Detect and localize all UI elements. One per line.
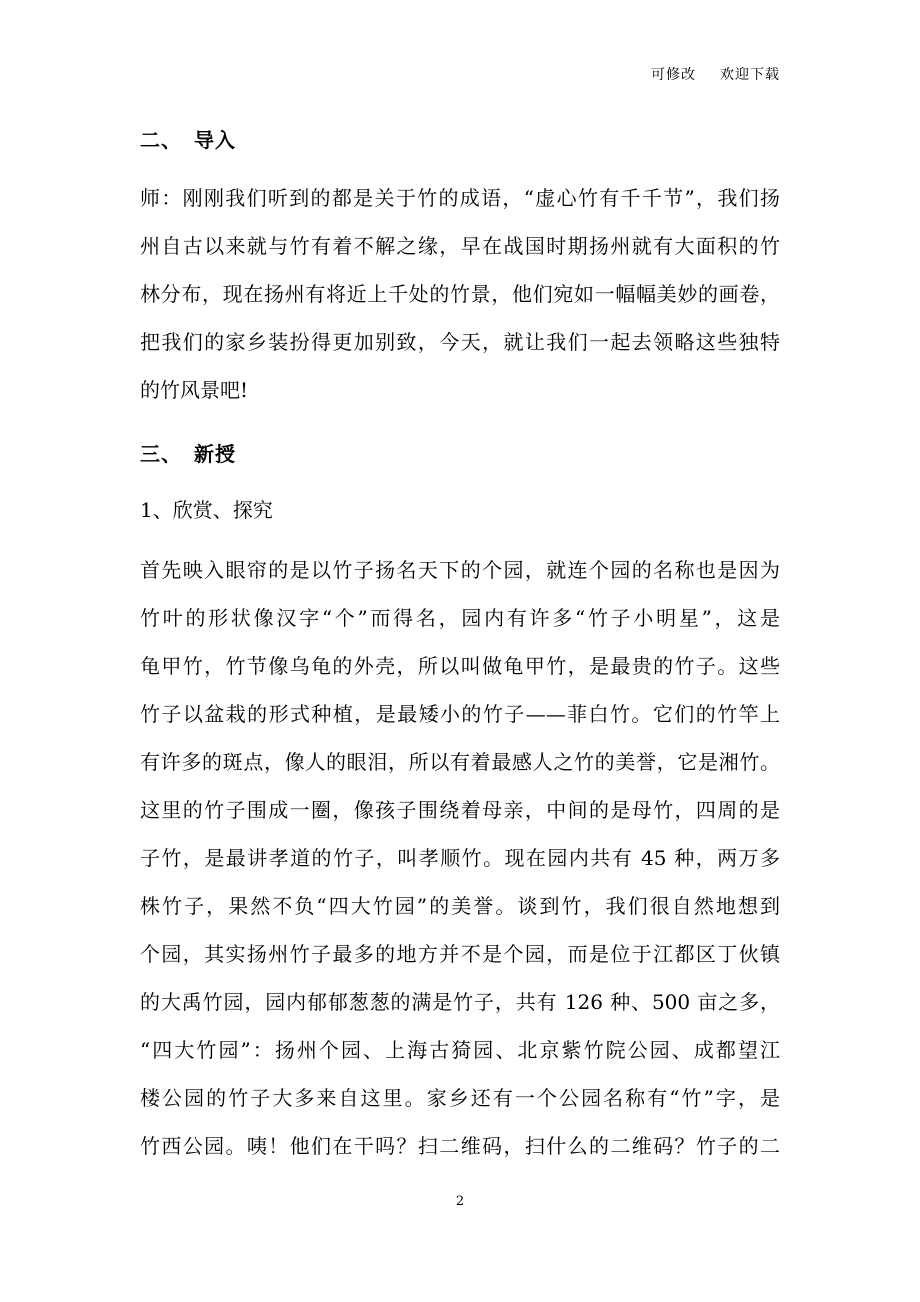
intro-line: 州自古以来就与竹有着不解之缘，早在战国时期扬州就有大面积的竹	[140, 234, 780, 258]
section-number: 二、	[140, 128, 182, 152]
subheading: 1、欣赏、探究	[140, 498, 273, 522]
section-title: 新授	[194, 442, 236, 466]
body-line: 竹子以盆栽的形式种植，是最矮小的竹子——菲白竹。它们的竹竿上	[140, 702, 780, 726]
section-title: 导入	[194, 128, 236, 152]
body-line: 个园，其实扬州竹子最多的地方并不是个园，而是位于江都区丁伙镇	[140, 942, 780, 966]
body-line: 楼公园的竹子大多来自这里。家乡还有一个公园名称有“竹”字，是	[140, 1086, 780, 1110]
section-heading-intro	[140, 124, 236, 153]
header-editable-label: 可修改	[651, 67, 696, 83]
body-line: 的大禹竹园，园内郁郁葱葱的满是竹子，共有 126 种、500 亩之多，	[140, 990, 780, 1014]
intro-line: 把我们的家乡装扮得更加别致，今天，就让我们一起去领略这些独特	[140, 330, 780, 354]
page-header	[651, 64, 780, 84]
body-line: 这里的竹子围成一圈，像孩子围绕着母亲，中间的是母竹，四周的是	[140, 798, 780, 822]
body-line: 株竹子，果然不负“四大竹园”的美誉。谈到竹，我们很自然地想到	[140, 894, 780, 918]
page-number: 2	[455, 1194, 465, 1209]
body-line: 有许多的斑点，像人的眼泪，所以有着最感人之竹的美誉，它是湘竹。	[140, 750, 780, 774]
body-line: 子竹，是最讲孝道的竹子，叫孝顺竹。现在园内共有 45 种，两万多	[140, 846, 780, 870]
intro-line: 师：刚刚我们听到的都是关于竹的成语，“虚心竹有千千节”，我们扬	[140, 186, 780, 210]
body-line: 龟甲竹，竹节像乌龟的外壳，所以叫做龟甲竹，是最贵的竹子。这些	[140, 654, 780, 678]
section-number: 三、	[140, 442, 182, 466]
section-heading-new-lesson	[140, 438, 236, 467]
body-line: 竹西公园。咦！他们在干吗？扫二维码，扫什么的二维码？竹子的二	[140, 1134, 780, 1158]
body-line: 竹叶的形状像汉字“个”而得名，园内有许多“竹子小明星”，这是	[140, 606, 780, 630]
intro-line: 的竹风景吧!	[140, 378, 249, 402]
body-line: “四大竹园”：扬州个园、上海古猗园、北京紫竹院公园、成都望江	[140, 1038, 780, 1062]
body-line: 首先映入眼帘的是以竹子扬名天下的个园，就连个园的名称也是因为	[140, 558, 780, 582]
intro-line: 林分布，现在扬州有将近上千处的竹景，他们宛如一幅幅美妙的画卷，	[140, 282, 780, 306]
header-download-label: 欢迎下载	[720, 67, 780, 83]
